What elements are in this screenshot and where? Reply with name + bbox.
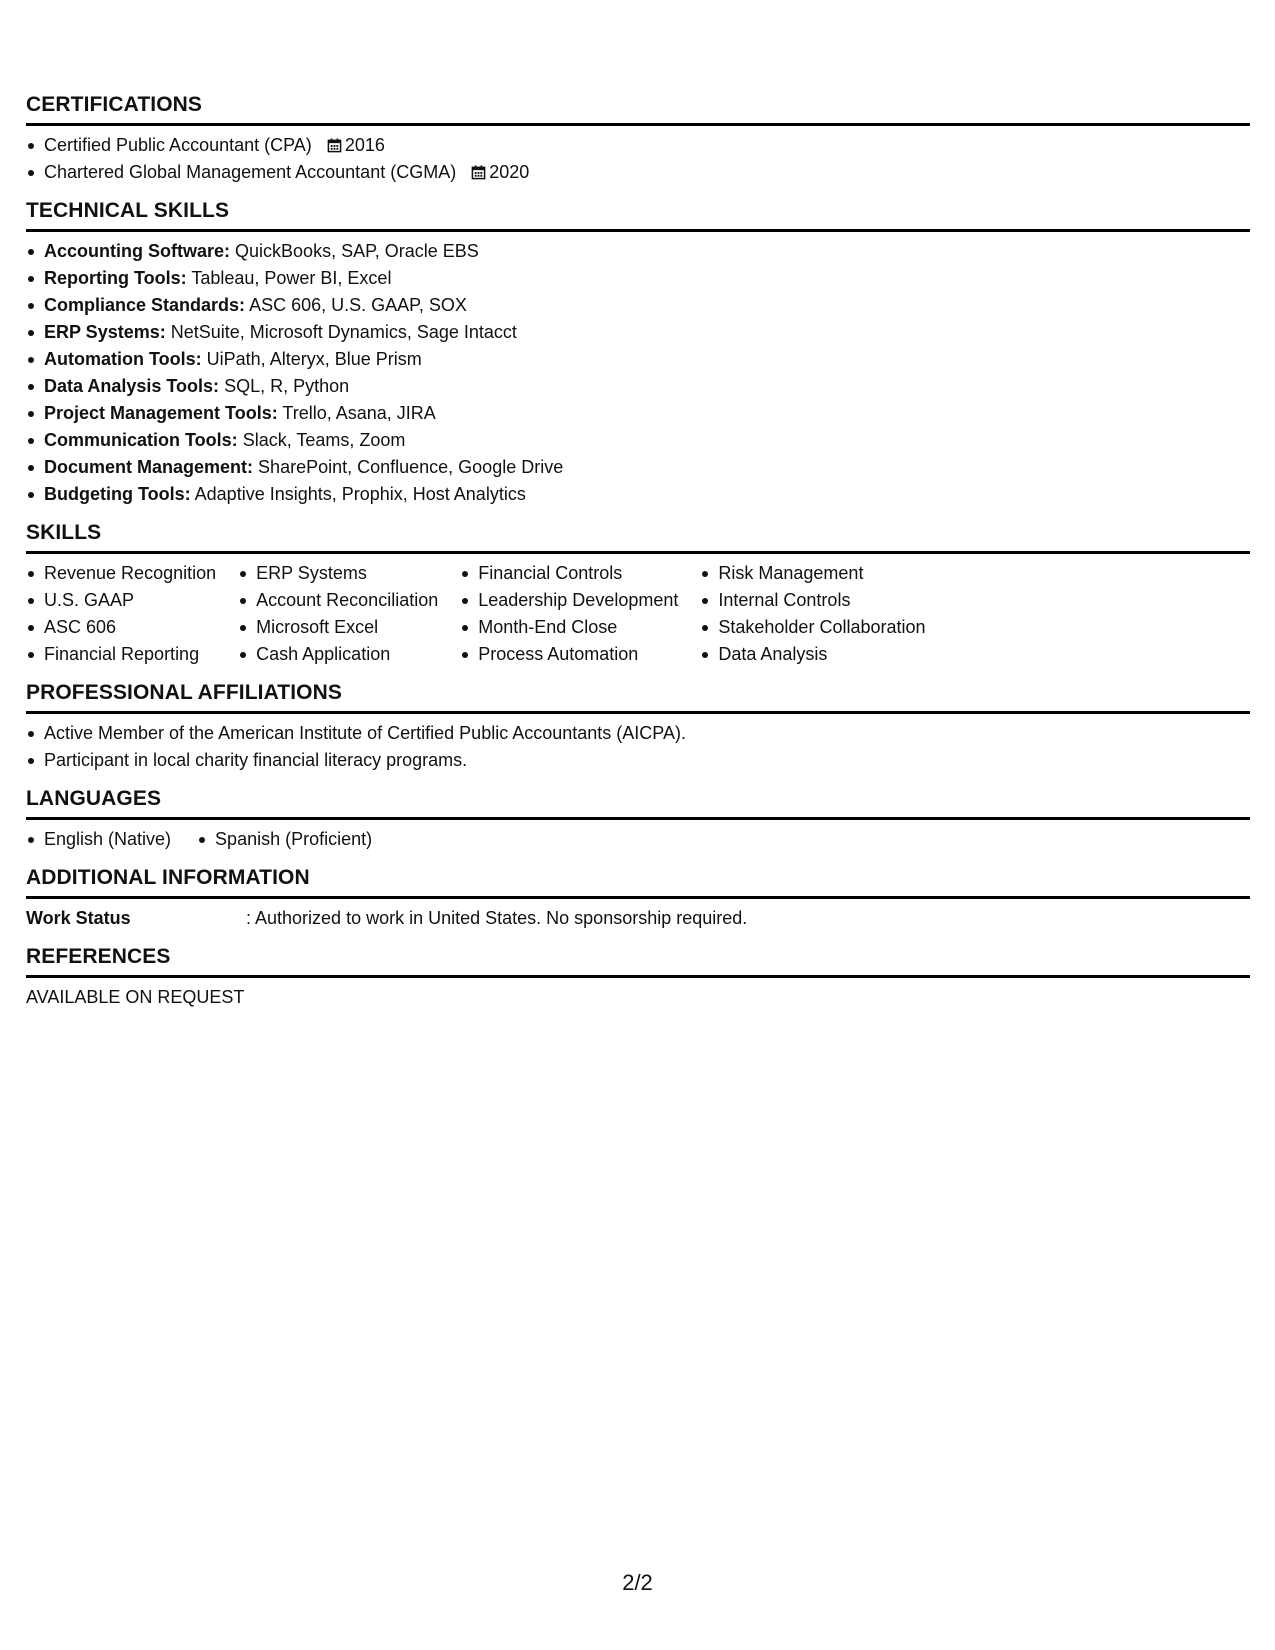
references-text: AVAILABLE ON REQUEST — [26, 987, 245, 1007]
skill-item: Financial Controls — [460, 560, 678, 587]
technical-skill-label: Automation Tools: — [44, 349, 202, 369]
technical-skill-label: Document Management: — [44, 457, 254, 477]
skill-item: U.S. GAAP — [26, 587, 216, 614]
section-title-technical-skills: TECHNICAL SKILLS — [26, 198, 1250, 232]
section-title-certifications: CERTIFICATIONS — [26, 92, 1250, 126]
skill-item: ERP Systems — [238, 560, 438, 587]
technical-skill-item — [26, 400, 1250, 427]
skill-item: ASC 606 — [26, 614, 216, 641]
skill-item: Microsoft Excel — [238, 614, 438, 641]
calendar-icon — [327, 138, 342, 153]
skill-item: Financial Reporting — [26, 641, 216, 668]
skills-column — [26, 560, 216, 668]
affiliations-section — [26, 680, 1250, 774]
work-status-row — [26, 905, 1250, 932]
skill-item: Month-End Close — [460, 614, 678, 641]
technical-skill-item — [26, 238, 1250, 265]
page-number: 2/2 — [622, 1570, 653, 1595]
skill-item: Risk Management — [700, 560, 925, 587]
calendar-icon — [471, 165, 486, 180]
technical-skill-value: ASC 606, U.S. GAAP, SOX — [249, 295, 467, 315]
resume-page — [26, 92, 1250, 1023]
technical-skill-label: Reporting Tools: — [44, 268, 187, 288]
language-item: Spanish (Proficient) — [197, 826, 372, 853]
technical-skill-value: QuickBooks, SAP, Oracle EBS — [235, 241, 479, 261]
technical-skills-section — [26, 198, 1250, 508]
technical-skill-item — [26, 373, 1250, 400]
certification-name: Certified Public Accountant (CPA) — [44, 135, 312, 155]
technical-skill-label: ERP Systems: — [44, 322, 166, 342]
references-section — [26, 944, 1250, 1011]
certification-year: 2020 — [489, 162, 530, 182]
additional-info-section — [26, 865, 1250, 932]
certification-year: 2016 — [344, 135, 385, 155]
technical-skill-item — [26, 319, 1250, 346]
skill-item: Revenue Recognition — [26, 560, 216, 587]
section-title-affiliations: PROFESSIONAL AFFILIATIONS — [26, 680, 1250, 714]
technical-skill-value: Slack, Teams, Zoom — [242, 430, 406, 450]
technical-skill-item — [26, 427, 1250, 454]
technical-skill-value: Trello, Asana, JIRA — [282, 403, 436, 423]
skill-item: Stakeholder Collaboration — [700, 614, 925, 641]
skill-item: Leadership Development — [460, 587, 678, 614]
technical-skills-list — [26, 238, 1250, 508]
skills-column — [460, 560, 678, 668]
section-title-languages: LANGUAGES — [26, 786, 1250, 820]
technical-skill-value: NetSuite, Microsoft Dynamics, Sage Intacct — [170, 322, 517, 342]
certification-item — [26, 132, 1250, 159]
affiliations-list — [26, 720, 1250, 774]
affiliation-item: Active Member of the American Institute of Certified Public Accountants (AICPA). — [26, 720, 1250, 747]
technical-skill-item — [26, 346, 1250, 373]
section-title-references: REFERENCES — [26, 944, 1250, 978]
technical-skill-item — [26, 481, 1250, 508]
certification-name: Chartered Global Management Accountant (CGMA) — [44, 162, 457, 182]
technical-skill-value: SQL, R, Python — [224, 376, 350, 396]
skills-column — [700, 560, 925, 668]
technical-skill-label: Project Management Tools: — [44, 403, 278, 423]
technical-skill-label: Communication Tools: — [44, 430, 238, 450]
certification-item — [26, 159, 1250, 186]
section-title-skills: SKILLS — [26, 520, 1250, 554]
work-status-value: : Authorized to work in United States. No sponsorship required. — [246, 908, 748, 928]
technical-skill-item — [26, 454, 1250, 481]
technical-skill-value: UiPath, Alteryx, Blue Prism — [206, 349, 422, 369]
technical-skill-value: Tableau, Power BI, Excel — [191, 268, 392, 288]
technical-skill-item — [26, 265, 1250, 292]
language-item: English (Native) — [26, 826, 171, 853]
languages-section — [26, 786, 1250, 853]
skill-item: Process Automation — [460, 641, 678, 668]
skill-item: Internal Controls — [700, 587, 925, 614]
skills-grid — [26, 560, 1250, 668]
technical-skill-value: SharePoint, Confluence, Google Drive — [258, 457, 564, 477]
technical-skill-value: Adaptive Insights, Prophix, Host Analytics — [194, 484, 526, 504]
languages-list — [26, 826, 1250, 853]
affiliation-item: Participant in local charity financial literacy programs. — [26, 747, 1250, 774]
skill-item: Data Analysis — [700, 641, 925, 668]
technical-skill-label: Compliance Standards: — [44, 295, 246, 315]
technical-skill-label: Accounting Software: — [44, 241, 231, 261]
technical-skill-item — [26, 292, 1250, 319]
technical-skill-label: Budgeting Tools: — [44, 484, 191, 504]
technical-skill-label: Data Analysis Tools: — [44, 376, 220, 396]
skill-item: Account Reconciliation — [238, 587, 438, 614]
certifications-list — [26, 132, 1250, 186]
skills-column — [238, 560, 438, 668]
skill-item: Cash Application — [238, 641, 438, 668]
work-status-label: Work Status — [26, 908, 131, 928]
skills-section — [26, 520, 1250, 668]
section-title-additional-info: ADDITIONAL INFORMATION — [26, 865, 1250, 899]
certifications-section — [26, 92, 1250, 186]
